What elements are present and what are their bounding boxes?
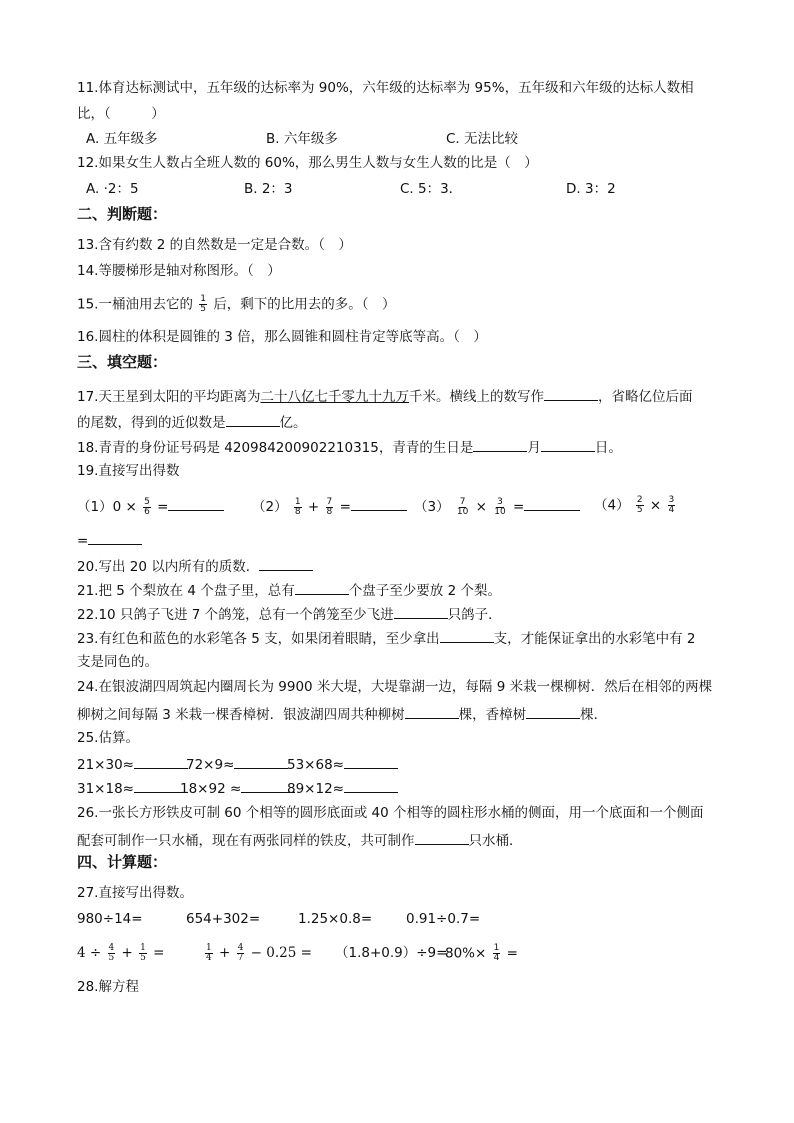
question-17-underlined-number: 二十八亿七千零九十九万 xyxy=(260,389,409,405)
question-27-title: 27.直接写出得数。 xyxy=(77,885,193,901)
answer-blank[interactable] xyxy=(351,496,407,511)
calc-item: （1.8+0.9）÷9= xyxy=(335,945,448,961)
question-18-mid: 月 xyxy=(527,440,541,456)
question-13-text: 13.含有约数 2 的自然数是一定是合数。（ ） xyxy=(77,237,352,253)
item-label: （2） xyxy=(252,499,288,515)
fraction-denominator: 10 xyxy=(456,506,469,517)
question-24-line2-pre: 柳树之间每隔 3 米栽一棵香樟树．银波湖四周共种柳树 xyxy=(77,707,405,723)
fraction xyxy=(294,498,302,517)
question-17-line2-post: 亿。 xyxy=(279,415,307,431)
question-17-text xyxy=(77,386,692,406)
operator: + xyxy=(121,945,133,961)
fraction xyxy=(668,496,676,515)
question-23-text xyxy=(77,628,696,648)
fraction-denominator: 4 xyxy=(493,953,500,963)
fraction-denominator: 4 xyxy=(668,505,675,515)
operator: + xyxy=(219,945,231,961)
question-24-line2-post: 棵． xyxy=(580,707,608,723)
fraction-numerator: 1 xyxy=(206,943,212,953)
fraction xyxy=(326,498,334,517)
fraction-denominator: 4 xyxy=(206,953,212,963)
question-17-line2-pre: 的尾数，得到的近似数是 xyxy=(77,415,226,431)
question-25-title: 25.估算。 xyxy=(77,730,139,746)
fraction xyxy=(493,498,506,517)
question-23-text-cont: 支是同色的。 xyxy=(77,654,158,670)
question-23-pre: 23.有红色和蓝色的水彩笔各 5 支，如果闭着眼睛，至少拿出 xyxy=(77,631,440,647)
answer-blank[interactable] xyxy=(226,412,280,427)
fraction-numerator: 3 xyxy=(497,496,503,507)
calc-item: 1.25×0.8= xyxy=(298,911,373,927)
question-22-text xyxy=(77,604,502,624)
answer-blank[interactable] xyxy=(524,496,580,511)
question-11-option-c[interactable]: C. 无法比较 xyxy=(446,131,519,147)
answer-blank[interactable] xyxy=(168,496,224,511)
calc-item xyxy=(445,944,518,963)
answer-blank[interactable] xyxy=(394,604,448,619)
answer-blank[interactable] xyxy=(295,580,349,595)
question-24-line2-mid: 棵，香樟树 xyxy=(458,707,527,723)
question-20-text xyxy=(77,556,313,576)
fraction xyxy=(199,295,207,314)
calc-item: 0.91÷0.7= xyxy=(406,911,481,927)
estimate-item xyxy=(77,754,188,774)
fraction-numerator: 1 xyxy=(294,496,301,507)
fraction-denominator: 5 xyxy=(108,953,115,963)
question-22-pre: 22.10 只鸽子飞进 7 个鸽笼，总有一个鸽笼至少飞进 xyxy=(77,607,394,623)
question-15-pre: 15.一桶油用去它的 xyxy=(77,296,193,313)
fraction-denominator: 8 xyxy=(326,506,333,517)
question-19-item-2 xyxy=(252,496,407,517)
question-11-option-b[interactable]: B. 六年级多 xyxy=(266,131,338,147)
question-21-text xyxy=(77,580,501,600)
estimate-item xyxy=(186,754,288,774)
operator: × xyxy=(649,497,662,514)
question-11-text: 11.体育达标测试中，五年级的达标率为 90%，六年级的达标率为 95%，五年级和六年级的达标人数相 xyxy=(77,80,694,96)
question-16-text: 16.圆柱的体积是圆锥的 3 倍，那么圆锥和圆柱肯定等底等高。（ ） xyxy=(77,329,487,345)
estimate-expression: 89×12≈ xyxy=(287,781,344,797)
question-26-line2-pre: 配套可制作一只水桶，现在有两张同样的铁皮，共可制作 xyxy=(77,833,415,849)
answer-blank[interactable] xyxy=(541,437,595,452)
section-3-heading: 三、填空题： xyxy=(77,353,168,371)
fraction-denominator: 5 xyxy=(140,953,146,963)
fraction xyxy=(636,496,644,515)
fraction xyxy=(205,944,213,963)
question-19-title: 19.直接写出得数 xyxy=(77,463,180,479)
item-label: （1）0 × xyxy=(77,499,137,515)
question-15-post: 后，剩下的比用去的多。（ ） xyxy=(213,296,396,313)
fraction xyxy=(139,944,147,963)
fraction xyxy=(143,498,151,517)
calc-item: 654+302= xyxy=(186,911,261,927)
calc-expression: 4 ÷ xyxy=(77,945,102,961)
question-12-option-d[interactable]: D. 3：2 xyxy=(566,181,616,197)
estimate-item xyxy=(287,754,398,774)
operator: + xyxy=(307,499,320,515)
question-12-text: 12.如果女生人数占全班人数的 60%，那么男生人数与女生人数的比是（ ） xyxy=(77,155,538,171)
question-11-text-cont: 比，（ ） xyxy=(77,106,165,122)
question-26-line2-post: 只水桶． xyxy=(468,833,523,849)
answer-blank[interactable] xyxy=(259,556,313,571)
question-18-text xyxy=(77,437,622,457)
equals-sign: = xyxy=(339,499,351,515)
fraction-numerator: 3 xyxy=(668,495,675,505)
answer-blank[interactable] xyxy=(344,778,398,793)
question-12-option-b[interactable]: B. 2：3 xyxy=(244,181,293,197)
question-17-mid: 千米。横线上的数写作 xyxy=(408,389,544,405)
question-18-pre: 18.青青的身份证号码是 420984200902210315，青青的生日是 xyxy=(77,440,474,456)
question-19-item-1 xyxy=(77,496,224,517)
question-18-post: 日。 xyxy=(594,440,622,456)
estimate-expression: 18×92 ≈ xyxy=(180,781,242,797)
answer-blank[interactable] xyxy=(134,754,188,769)
question-12-option-c[interactable]: C. 5：3． xyxy=(400,181,463,197)
question-20-prompt: 20.写出 20 以内所有的质数． xyxy=(77,559,260,575)
fraction-numerator: 1 xyxy=(140,943,146,953)
fraction-denominator: 5 xyxy=(636,505,643,515)
question-19-item-3 xyxy=(414,496,580,517)
equals-sign: = xyxy=(77,533,89,549)
section-2-heading: 二、判断题： xyxy=(77,205,168,223)
estimate-item xyxy=(180,778,295,798)
answer-blank[interactable] xyxy=(473,437,527,452)
calc-item xyxy=(77,944,164,963)
item-label: （4） xyxy=(594,497,630,514)
equals-sign: = xyxy=(513,499,525,515)
answer-blank[interactable] xyxy=(415,830,469,845)
question-12-option-a[interactable]: A. ·2：5 xyxy=(86,181,139,197)
question-21-pre: 21.把 5 个梨放在 4 个盘子里，总有 xyxy=(77,583,295,599)
fraction-numerator: 1 xyxy=(200,294,207,304)
answer-blank[interactable] xyxy=(88,530,142,545)
question-15-text xyxy=(77,295,396,314)
estimate-expression: 53×68≈ xyxy=(287,757,344,773)
question-17-text-cont xyxy=(77,412,307,432)
fraction xyxy=(237,944,245,963)
question-22-post: 只鸽子． xyxy=(447,607,502,623)
fraction-numerator: 2 xyxy=(636,495,643,505)
fraction-denominator: 5 xyxy=(200,304,207,314)
question-26-text: 26.一张长方形铁皮可制 60 个相等的圆形底面或 40 个相等的圆柱形水桶的侧面，用一个底面和一个侧面 xyxy=(77,805,704,821)
estimate-item xyxy=(77,778,188,798)
fraction-denominator: 7 xyxy=(237,953,244,963)
estimate-expression: 31×18≈ xyxy=(77,781,134,797)
question-19-item-4-answer xyxy=(77,530,142,550)
fraction-numerator: 7 xyxy=(326,496,333,507)
calc-expression: − 0.25 = xyxy=(250,945,312,961)
fraction-denominator: 8 xyxy=(294,506,301,517)
calc-item: 980÷14= xyxy=(77,911,143,927)
answer-blank[interactable] xyxy=(405,704,459,719)
question-24-text: 24.在银波湖四周筑起内圈周长为 9900 米大堤，大堤靠湖一边，每隔 9 米栽一棵柳树．然后在相邻的两棵 xyxy=(77,679,713,695)
question-17-pre: 17.天王星到太阳的平均距离为 xyxy=(77,389,261,405)
question-19-item-4 xyxy=(594,496,677,515)
answer-blank[interactable] xyxy=(526,704,580,719)
question-21-post: 个盘子至少要放 2 个梨。 xyxy=(348,583,501,599)
answer-blank[interactable] xyxy=(544,386,598,401)
equals-sign: = xyxy=(157,499,169,515)
question-23-post: 支，才能保证拿出的水彩笔中有 2 xyxy=(493,631,696,647)
fraction-numerator: 7 xyxy=(459,496,466,507)
fraction-numerator: 1 xyxy=(493,943,500,953)
answer-blank[interactable] xyxy=(440,628,494,643)
section-4-heading: 四、计算题： xyxy=(77,853,168,871)
answer-blank[interactable] xyxy=(234,754,288,769)
question-28-title: 28.解方程 xyxy=(77,979,139,995)
question-26-text-cont xyxy=(77,830,523,850)
question-11-option-a[interactable]: A. 五年级多 xyxy=(86,131,158,147)
equals-sign: = xyxy=(153,945,165,961)
fraction xyxy=(108,944,116,963)
fraction xyxy=(456,498,469,517)
item-label: （3） xyxy=(414,499,450,515)
fraction-numerator: 4 xyxy=(108,943,115,953)
question-24-text-cont xyxy=(77,704,607,724)
estimate-expression: 72×9≈ xyxy=(186,757,235,773)
fraction-numerator: 5 xyxy=(144,496,150,507)
fraction xyxy=(493,944,501,963)
equals-sign: = xyxy=(506,945,518,962)
calc-expression: 80%× xyxy=(445,945,487,962)
fraction-numerator: 4 xyxy=(237,943,244,953)
estimate-item xyxy=(287,778,398,798)
operator: × xyxy=(475,499,487,515)
question-14-text: 14.等腰梯形是轴对称图形。（ ） xyxy=(77,263,281,279)
estimate-expression: 21×30≈ xyxy=(77,757,134,773)
answer-blank[interactable] xyxy=(344,754,398,769)
fraction-denominator: 6 xyxy=(144,506,150,517)
question-17-post: ，省略亿位后面 xyxy=(597,389,693,405)
calc-item xyxy=(203,944,312,963)
fraction-denominator: 10 xyxy=(494,506,506,517)
